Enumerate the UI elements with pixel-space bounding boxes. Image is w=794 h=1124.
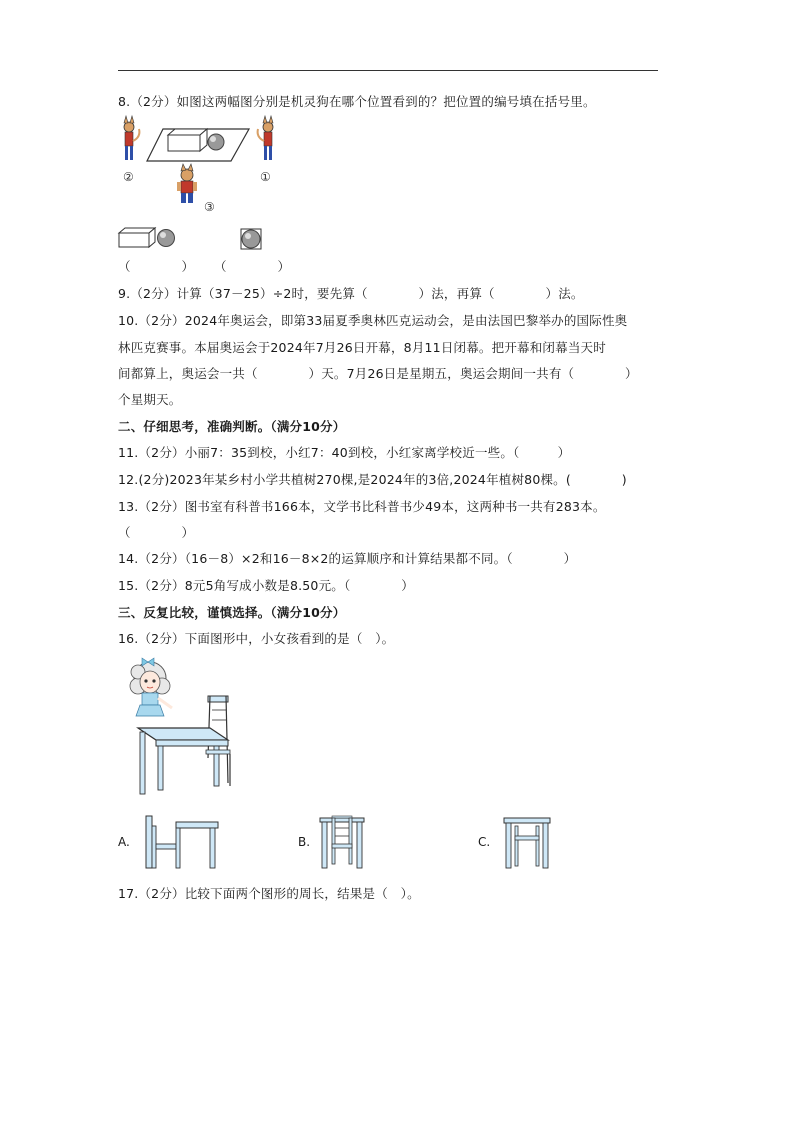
position-label-1: ① (260, 170, 271, 184)
q14-text: 14.（2分）（16－8）×2和16－8×2的运算顺序和计算结果都不同。（ ） (118, 551, 577, 566)
q10-line-4: 个星期天。 (118, 392, 182, 407)
section-3-title: 三、反复比较，谨慎选择。（满分10分） (118, 605, 346, 620)
option-a-figure[interactable] (144, 814, 220, 870)
q9-text: 9.（2分）计算（37－25）÷2时，要先算（ ）法，再算（ ）法。 (118, 286, 584, 301)
q11-text: 11.（2分）小丽7：35到校，小红7：40到校，小红家离学校近一些。（ ） (118, 445, 571, 460)
view-option-box-and-ball (118, 227, 180, 249)
position-label-2: ② (123, 170, 134, 184)
q8-answer-blank-2[interactable]: （ ） (214, 259, 291, 274)
position-label-3: ③ (204, 200, 215, 214)
q8-text: 8.（2分）如图这两幅图分别是机灵狗在哪个位置看到的？把位置的编号填在括号里。 (118, 94, 596, 109)
top-rule (118, 70, 658, 71)
q12-text: 12.(2分)2023年某乡村小学共植树270棵,是2024年的3倍,2024年植树80棵。( ) (118, 472, 627, 487)
option-a-label[interactable]: A. (118, 835, 130, 849)
q15-text: 15.（2分）8元5角写成小数是8.50元。（ ） (118, 578, 414, 593)
q16-text: 16.（2分）下面图形中，小女孩看到的是（ ）。 (118, 631, 395, 646)
option-c-figure[interactable] (502, 814, 552, 870)
q10-line-3: 间都算上，奥运会一共（ ）天。7月26日是星期五，奥运会期间一共有（ ） (118, 366, 638, 381)
q8-answer-blank-1[interactable]: （ ） (118, 259, 195, 274)
option-c-label[interactable]: C. (478, 835, 491, 849)
option-b-figure[interactable] (318, 814, 366, 870)
q10-line-2: 林匹克赛事。本届奥运会于2024年7月26日开幕，8月11日闭幕。把开幕和闭幕当天时 (118, 340, 606, 355)
dog-position-3 (177, 164, 197, 203)
dog-position-2 (124, 116, 139, 160)
girl-table-chair-figure (120, 658, 245, 798)
q10-line-1: 10.（2分）2024年奥运会，即第33届夏季奥林匹克运动会，是由法国巴黎举办的国际性奥 (118, 313, 628, 328)
q17-text: 17.（2分）比较下面两个图形的周长，结果是（ ）。 (118, 886, 420, 901)
view-option-ball-in-square (240, 228, 262, 250)
option-b-label[interactable]: B. (298, 835, 311, 849)
section-2-title: 二、仔细思考，准确判断。（满分10分） (118, 419, 346, 434)
q13-line-1: 13.（2分）图书室有科普书166本，文学书比科普书少49本，这两种书一共有283本。 (118, 499, 606, 514)
dog-position-1 (258, 116, 273, 160)
q13-line-2: （ ） (118, 525, 195, 540)
